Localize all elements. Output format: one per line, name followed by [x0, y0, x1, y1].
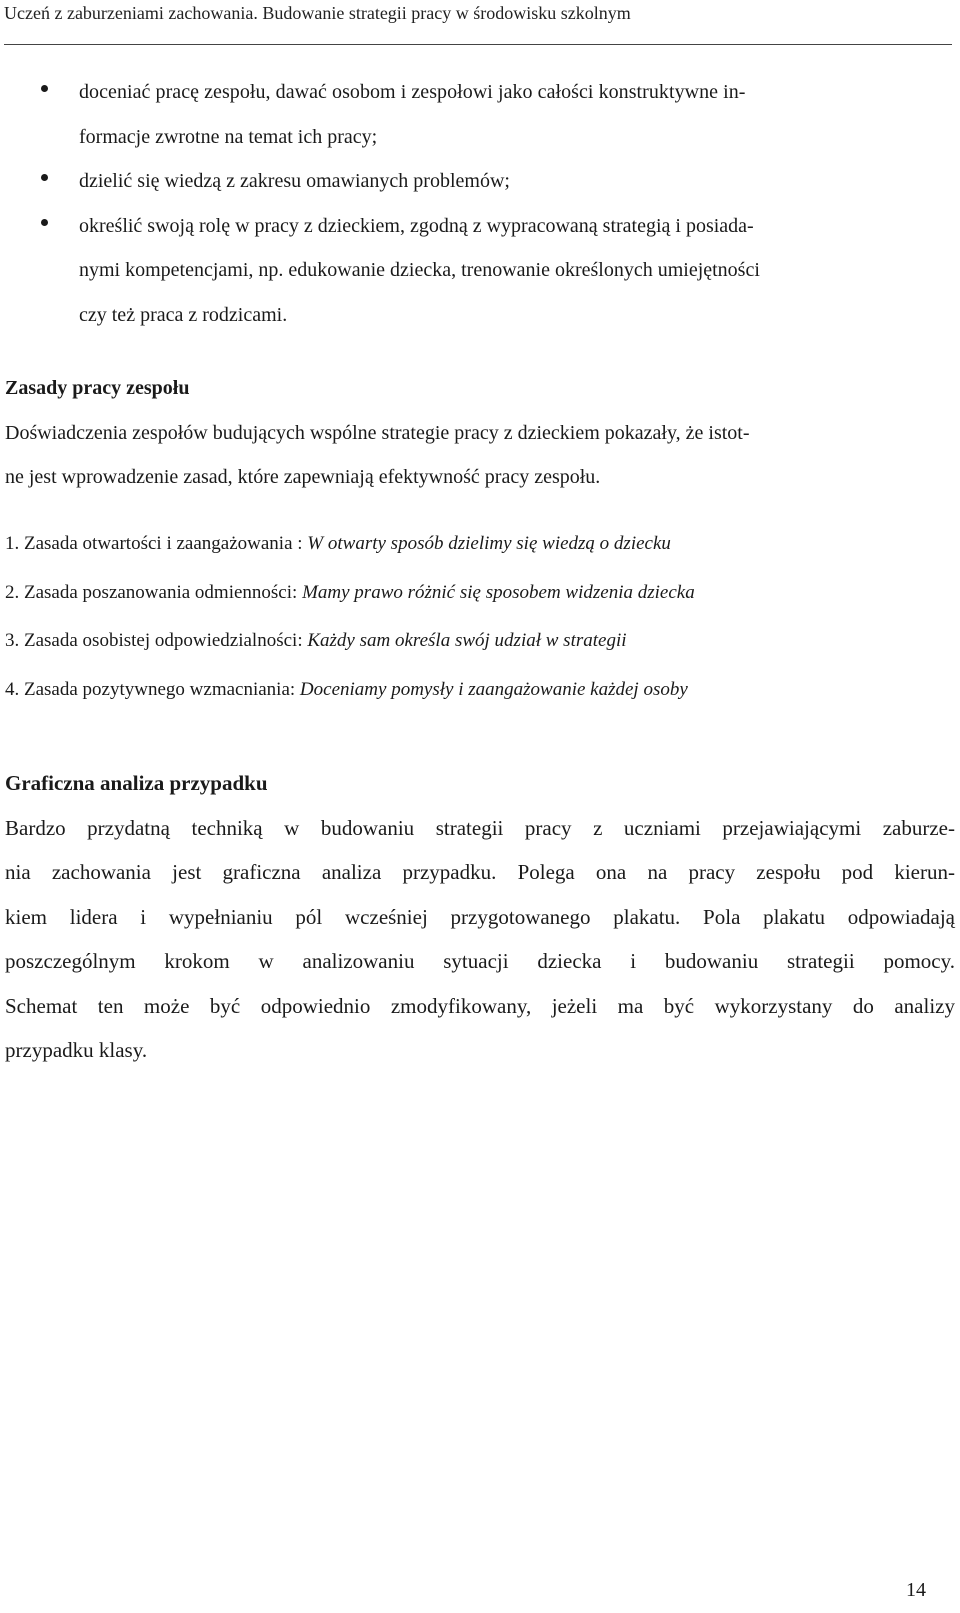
rule-name: Zasada otwartości i zaangażowania : [24, 533, 303, 554]
rule-motto: Każdy sam określa swój udział w strategii [307, 630, 627, 651]
bullet-icon [41, 85, 48, 92]
rule-number: 1. [5, 533, 20, 554]
page-number: 14 [906, 1579, 926, 1601]
rule-item [5, 569, 695, 618]
rule-motto: W otwarty sposób dzielimy się wiedzą o dziecku [307, 533, 671, 554]
section-heading: Graficzna analiza przypadku [5, 771, 268, 795]
list-item [0, 159, 960, 204]
list-item [0, 204, 960, 338]
bullet-icon [41, 219, 48, 226]
header-title: Uczeń z zaburzeniami zachowania. Budowanie strategii pracy w środowisku szkolnym [4, 3, 631, 23]
rule-name: Zasada pozytywnego wzmacniania: [24, 678, 296, 700]
graphic-analysis-section [5, 761, 955, 1073]
rule-item [5, 520, 695, 569]
paragraph-line: przypadku klasy. [5, 1038, 148, 1062]
paragraph-line: nia zachowania jest graficzna analiza przypadku. Polega ona na pracy zespołu pod kierun- [5, 860, 955, 884]
rule-motto: Mamy prawo różnić się sposobem widzenia dziecka [302, 581, 695, 603]
team-rules-section [5, 366, 750, 500]
bullet-text-line: doceniać pracę zespołu, dawać osobom i zespołowi jako całości konstruktywne in- [79, 81, 746, 103]
bullet-text-line: czy też praca z rodzicami. [79, 303, 288, 326]
paragraph-line: poszczególnym krokom w analizowaniu sytuacji dziecka i budowaniu strategii pomocy. [5, 949, 955, 973]
section-heading: Zasady pracy zespołu [5, 377, 190, 399]
rule-number: 4. [5, 678, 20, 700]
bullet-text-line: określić swoją rolę w pracy z dzieckiem, zgodną z wypracowaną strategią i posiada- [79, 214, 754, 237]
rule-number: 2. [5, 581, 20, 603]
paragraph-line: ne jest wprowadzenie zasad, które zapewniają efektywność pracy zespołu. [5, 466, 601, 488]
rule-motto: Doceniamy pomysły i zaangażowanie każdej osoby [299, 678, 688, 700]
rule-item [5, 666, 695, 715]
rule-name: Zasada poszanowania odmienności: [24, 581, 298, 603]
rule-number: 3. [5, 630, 20, 651]
intro-paragraph [5, 411, 750, 500]
bullet-text-line: dzielić się wiedzą z zakresu omawianych problemów; [79, 170, 510, 192]
paragraph-line: kiem lidera i wypełnianiu pól wcześniej przygotowanego plakatu. Pola plakatu odpowiadają [5, 904, 955, 929]
page-header [4, 0, 952, 45]
bullet-text-line: nymi kompetencjami, np. edukowanie dziecka, trenowanie określonych umiejętności [79, 259, 760, 281]
paragraph-line: Doświadczenia zespołów budujących wspólne strategie pracy z dzieckiem pokazały, że istot- [5, 421, 750, 444]
rules-list [5, 520, 695, 714]
paragraph-line: Bardzo przydatną techniką w budowaniu strategii pracy z uczniami przejawiającymi zaburze- [5, 815, 955, 840]
rule-name: Zasada osobistej odpowiedzialności: [24, 630, 303, 651]
bullet-icon [41, 174, 48, 181]
bullet-text-line: formacje zwrotne na temat ich pracy; [79, 125, 378, 148]
bullet-list [0, 70, 960, 337]
rule-item [5, 617, 695, 666]
list-item [0, 70, 960, 159]
paragraph-line: Schemat ten może być odpowiednio zmodyfikowany, jeżeli ma być wykorzystany do analizy [5, 993, 955, 1018]
